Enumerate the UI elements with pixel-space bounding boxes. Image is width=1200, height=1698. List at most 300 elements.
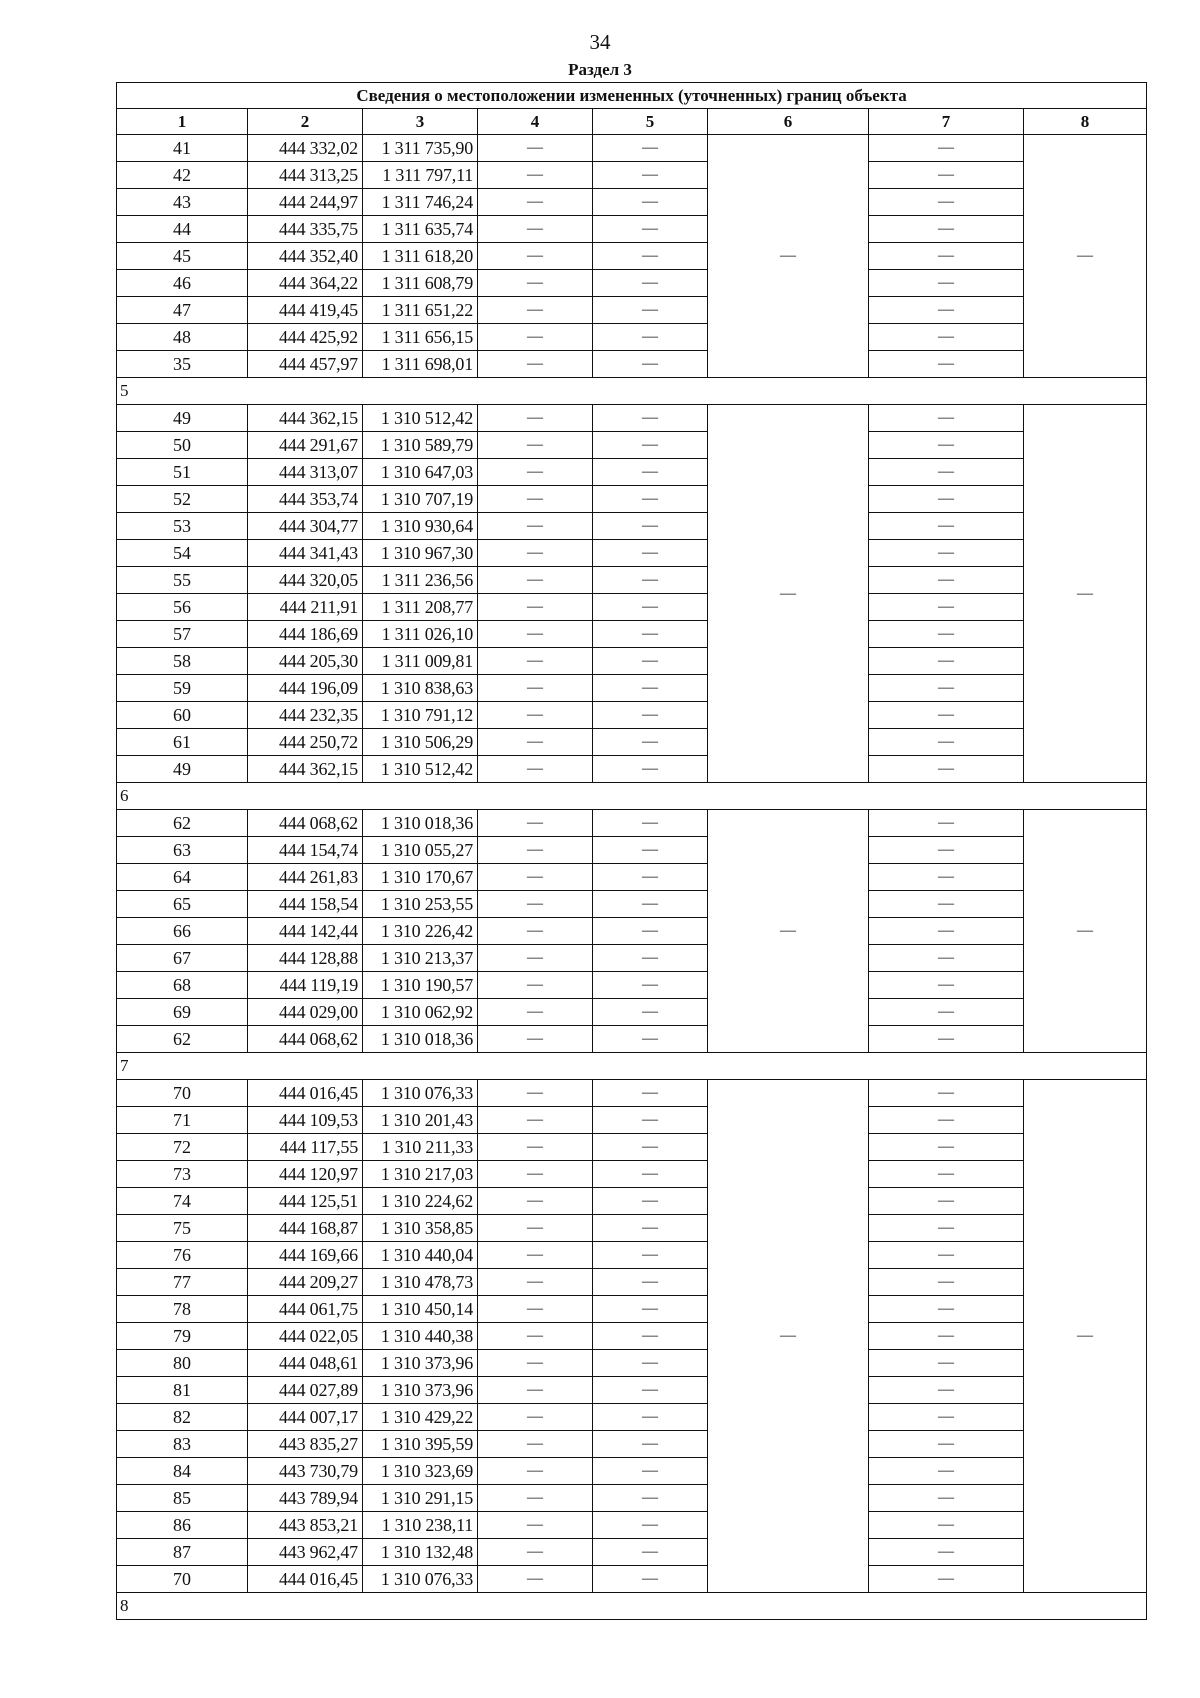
column-number: 2	[248, 109, 363, 135]
dash-cell: —	[478, 1431, 593, 1458]
dash-cell: —	[478, 972, 593, 999]
point-number: 57	[117, 621, 248, 648]
dash-cell: —	[869, 945, 1024, 972]
coordinate-x: 444 362,15	[248, 405, 363, 432]
dash-cell: —	[478, 270, 593, 297]
coordinate-y: 1 311 797,11	[363, 162, 478, 189]
dash-cell: —	[478, 540, 593, 567]
coordinate-x: 444 313,25	[248, 162, 363, 189]
coordinate-y: 1 311 026,10	[363, 621, 478, 648]
coordinate-y: 1 310 253,55	[363, 891, 478, 918]
dash-cell: —	[593, 837, 708, 864]
dash-cell: —	[869, 1242, 1024, 1269]
dash-cell: —	[593, 945, 708, 972]
dash-cell: —	[478, 216, 593, 243]
coordinate-x: 444 169,66	[248, 1242, 363, 1269]
coordinate-y: 1 310 589,79	[363, 432, 478, 459]
coordinate-x: 444 419,45	[248, 297, 363, 324]
merged-dash-cell: —	[708, 135, 869, 378]
dash-cell: —	[593, 1215, 708, 1242]
coordinate-x: 444 352,40	[248, 243, 363, 270]
dash-cell: —	[869, 1107, 1024, 1134]
coordinate-x: 444 232,35	[248, 702, 363, 729]
coordinate-y: 1 310 450,14	[363, 1296, 478, 1323]
coordinate-x: 444 362,15	[248, 756, 363, 783]
table-row	[117, 405, 1147, 432]
dash-cell: —	[869, 837, 1024, 864]
coordinate-x: 444 209,27	[248, 1269, 363, 1296]
coordinate-y: 1 310 076,33	[363, 1080, 478, 1107]
group-label: 6	[117, 783, 1147, 810]
dash-cell: —	[593, 1377, 708, 1404]
table-row	[117, 675, 1147, 702]
point-number: 47	[117, 297, 248, 324]
point-number: 49	[117, 756, 248, 783]
dash-cell: —	[593, 675, 708, 702]
coordinates-table	[116, 82, 1147, 1620]
point-number: 59	[117, 675, 248, 702]
group-label: 7	[117, 1053, 1147, 1080]
dash-cell: —	[478, 1404, 593, 1431]
dash-cell: —	[478, 432, 593, 459]
table-row	[117, 270, 1147, 297]
dash-cell: —	[869, 621, 1024, 648]
coordinate-x: 444 364,22	[248, 270, 363, 297]
dash-cell: —	[593, 567, 708, 594]
dash-cell: —	[869, 216, 1024, 243]
table-row	[117, 972, 1147, 999]
coordinate-y: 1 310 512,42	[363, 405, 478, 432]
coordinate-y: 1 311 635,74	[363, 216, 478, 243]
table-row	[117, 351, 1147, 378]
dash-cell: —	[593, 135, 708, 162]
coordinate-x: 444 332,02	[248, 135, 363, 162]
dash-cell: —	[869, 1134, 1024, 1161]
table-row	[117, 999, 1147, 1026]
section-title: Раздел 3	[568, 60, 632, 79]
table-row	[117, 567, 1147, 594]
dash-cell: —	[478, 864, 593, 891]
dash-cell: —	[593, 1566, 708, 1593]
dash-cell: —	[478, 1539, 593, 1566]
table-row	[117, 135, 1147, 162]
coordinate-x: 444 119,19	[248, 972, 363, 999]
dash-cell: —	[593, 540, 708, 567]
point-number: 82	[117, 1404, 248, 1431]
dash-cell: —	[478, 1566, 593, 1593]
table-row	[117, 1458, 1147, 1485]
dash-cell: —	[593, 216, 708, 243]
dash-cell: —	[478, 675, 593, 702]
dash-cell: —	[593, 729, 708, 756]
table-row	[117, 540, 1147, 567]
dash-cell: —	[593, 1161, 708, 1188]
column-number: 4	[478, 109, 593, 135]
dash-cell: —	[869, 1269, 1024, 1296]
point-number: 46	[117, 270, 248, 297]
table-row	[117, 1242, 1147, 1269]
point-number: 42	[117, 162, 248, 189]
coordinate-x: 443 730,79	[248, 1458, 363, 1485]
coordinate-y: 1 311 618,20	[363, 243, 478, 270]
dash-cell: —	[869, 459, 1024, 486]
table-row	[117, 1566, 1147, 1593]
point-number: 70	[117, 1566, 248, 1593]
point-number: 80	[117, 1350, 248, 1377]
table-row	[117, 243, 1147, 270]
table-row	[117, 1323, 1147, 1350]
dash-cell: —	[869, 324, 1024, 351]
merged-dash-cell: —	[1024, 1080, 1147, 1593]
coordinate-y: 1 310 213,37	[363, 945, 478, 972]
coordinate-y: 1 311 608,79	[363, 270, 478, 297]
coordinate-x: 444 211,91	[248, 594, 363, 621]
dash-cell: —	[869, 1188, 1024, 1215]
merged-dash-cell: —	[708, 810, 869, 1053]
dash-cell: —	[593, 1350, 708, 1377]
dash-cell: —	[869, 1026, 1024, 1053]
table-row	[117, 189, 1147, 216]
coordinate-y: 1 310 291,15	[363, 1485, 478, 1512]
point-number: 62	[117, 1026, 248, 1053]
dash-cell: —	[478, 810, 593, 837]
dash-cell: —	[593, 864, 708, 891]
point-number: 60	[117, 702, 248, 729]
point-number: 68	[117, 972, 248, 999]
dash-cell: —	[869, 1377, 1024, 1404]
dash-cell: —	[869, 864, 1024, 891]
dash-cell: —	[593, 621, 708, 648]
dash-cell: —	[869, 405, 1024, 432]
coordinate-y: 1 311 208,77	[363, 594, 478, 621]
coordinate-x: 443 789,94	[248, 1485, 363, 1512]
table-row	[117, 1215, 1147, 1242]
dash-cell: —	[593, 351, 708, 378]
dash-cell: —	[478, 918, 593, 945]
dash-cell: —	[478, 351, 593, 378]
point-number: 77	[117, 1269, 248, 1296]
point-number: 35	[117, 351, 248, 378]
dash-cell: —	[593, 432, 708, 459]
dash-cell: —	[593, 1323, 708, 1350]
point-number: 49	[117, 405, 248, 432]
dash-cell: —	[593, 1485, 708, 1512]
table-caption-row	[117, 83, 1147, 109]
group-label: 8	[117, 1593, 1147, 1620]
table-row	[117, 945, 1147, 972]
dash-cell: —	[593, 1080, 708, 1107]
coordinate-x: 444 016,45	[248, 1080, 363, 1107]
coordinate-x: 444 425,92	[248, 324, 363, 351]
table-row	[117, 1296, 1147, 1323]
coordinate-y: 1 310 323,69	[363, 1458, 478, 1485]
table-row	[117, 1431, 1147, 1458]
dash-cell: —	[478, 1188, 593, 1215]
table-row	[117, 513, 1147, 540]
dash-cell: —	[593, 459, 708, 486]
point-number: 52	[117, 486, 248, 513]
point-number: 50	[117, 432, 248, 459]
table-row	[117, 1161, 1147, 1188]
dash-cell: —	[869, 891, 1024, 918]
coordinate-x: 443 853,21	[248, 1512, 363, 1539]
dash-cell: —	[478, 324, 593, 351]
dash-cell: —	[478, 594, 593, 621]
dash-cell: —	[593, 918, 708, 945]
coordinate-x: 444 457,97	[248, 351, 363, 378]
table-row	[117, 837, 1147, 864]
coordinate-x: 444 353,74	[248, 486, 363, 513]
table-row	[117, 1269, 1147, 1296]
coordinate-x: 444 016,45	[248, 1566, 363, 1593]
dash-cell: —	[869, 1080, 1024, 1107]
dash-cell: —	[869, 999, 1024, 1026]
dash-cell: —	[478, 1080, 593, 1107]
coordinate-y: 1 310 647,03	[363, 459, 478, 486]
coordinate-x: 444 128,88	[248, 945, 363, 972]
point-number: 87	[117, 1539, 248, 1566]
table-row	[117, 1188, 1147, 1215]
table-row	[117, 459, 1147, 486]
coordinate-y: 1 310 132,48	[363, 1539, 478, 1566]
point-number: 64	[117, 864, 248, 891]
dash-cell: —	[869, 1458, 1024, 1485]
coordinate-y: 1 310 211,33	[363, 1134, 478, 1161]
coordinate-x: 444 007,17	[248, 1404, 363, 1431]
dash-cell: —	[478, 837, 593, 864]
coordinate-x: 444 261,83	[248, 864, 363, 891]
coordinate-y: 1 310 506,29	[363, 729, 478, 756]
dash-cell: —	[478, 1269, 593, 1296]
merged-dash-cell: —	[1024, 135, 1147, 378]
dash-cell: —	[478, 702, 593, 729]
point-number: 58	[117, 648, 248, 675]
dash-cell: —	[478, 1026, 593, 1053]
coordinate-x: 444 335,75	[248, 216, 363, 243]
point-number: 62	[117, 810, 248, 837]
dash-cell: —	[869, 162, 1024, 189]
column-number: 6	[708, 109, 869, 135]
coordinate-y: 1 310 358,85	[363, 1215, 478, 1242]
table-row	[117, 1512, 1147, 1539]
coordinate-x: 444 117,55	[248, 1134, 363, 1161]
coordinate-x: 444 029,00	[248, 999, 363, 1026]
dash-cell: —	[869, 513, 1024, 540]
point-number: 67	[117, 945, 248, 972]
table-row	[117, 756, 1147, 783]
dash-cell: —	[478, 135, 593, 162]
coordinate-y: 1 311 651,22	[363, 297, 478, 324]
coordinate-y: 1 311 236,56	[363, 567, 478, 594]
dash-cell: —	[593, 270, 708, 297]
dash-cell: —	[869, 1485, 1024, 1512]
dash-cell: —	[478, 1107, 593, 1134]
point-number: 43	[117, 189, 248, 216]
dash-cell: —	[593, 324, 708, 351]
dash-cell: —	[478, 189, 593, 216]
coordinate-x: 444 158,54	[248, 891, 363, 918]
dash-cell: —	[478, 621, 593, 648]
dash-cell: —	[593, 243, 708, 270]
dash-cell: —	[593, 702, 708, 729]
point-number: 76	[117, 1242, 248, 1269]
merged-dash-cell: —	[1024, 810, 1147, 1053]
coordinate-y: 1 310 429,22	[363, 1404, 478, 1431]
table-row	[117, 324, 1147, 351]
dash-cell: —	[478, 1350, 593, 1377]
group-label-row	[117, 1053, 1147, 1080]
point-number: 51	[117, 459, 248, 486]
coordinate-x: 444 154,74	[248, 837, 363, 864]
dash-cell: —	[478, 756, 593, 783]
coordinate-y: 1 310 018,36	[363, 1026, 478, 1053]
table-row	[117, 918, 1147, 945]
dash-cell: —	[869, 432, 1024, 459]
point-number: 44	[117, 216, 248, 243]
column-number: 3	[363, 109, 478, 135]
dash-cell: —	[478, 486, 593, 513]
coordinate-x: 443 835,27	[248, 1431, 363, 1458]
dash-cell: —	[593, 1134, 708, 1161]
dash-cell: —	[593, 513, 708, 540]
point-number: 86	[117, 1512, 248, 1539]
coordinate-y: 1 310 238,11	[363, 1512, 478, 1539]
dash-cell: —	[593, 1512, 708, 1539]
dash-cell: —	[869, 243, 1024, 270]
dash-cell: —	[869, 351, 1024, 378]
dash-cell: —	[593, 999, 708, 1026]
dash-cell: —	[869, 297, 1024, 324]
table-row	[117, 297, 1147, 324]
coordinate-y: 1 310 076,33	[363, 1566, 478, 1593]
dash-cell: —	[593, 756, 708, 783]
dash-cell: —	[869, 702, 1024, 729]
coordinate-y: 1 311 656,15	[363, 324, 478, 351]
point-number: 79	[117, 1323, 248, 1350]
dash-cell: —	[869, 1161, 1024, 1188]
coordinate-x: 444 320,05	[248, 567, 363, 594]
table-row	[117, 810, 1147, 837]
coordinate-y: 1 311 735,90	[363, 135, 478, 162]
point-number: 53	[117, 513, 248, 540]
dash-cell: —	[478, 1485, 593, 1512]
column-number: 5	[593, 109, 708, 135]
coordinate-y: 1 310 217,03	[363, 1161, 478, 1188]
coordinate-y: 1 310 478,73	[363, 1269, 478, 1296]
coordinate-x: 444 244,97	[248, 189, 363, 216]
coordinate-x: 444 291,67	[248, 432, 363, 459]
dash-cell: —	[593, 1539, 708, 1566]
coordinate-y: 1 310 838,63	[363, 675, 478, 702]
dash-cell: —	[869, 135, 1024, 162]
dash-cell: —	[593, 189, 708, 216]
point-number: 72	[117, 1134, 248, 1161]
dash-cell: —	[478, 729, 593, 756]
point-number: 63	[117, 837, 248, 864]
dash-cell: —	[593, 810, 708, 837]
dash-cell: —	[593, 891, 708, 918]
point-number: 78	[117, 1296, 248, 1323]
dash-cell: —	[593, 1269, 708, 1296]
point-number: 69	[117, 999, 248, 1026]
coordinate-x: 444 196,09	[248, 675, 363, 702]
page-number: 34	[589, 30, 611, 54]
dash-cell: —	[478, 513, 593, 540]
coordinate-y: 1 310 373,96	[363, 1377, 478, 1404]
coordinate-y: 1 310 018,36	[363, 810, 478, 837]
coordinate-y: 1 310 395,59	[363, 1431, 478, 1458]
dash-cell: —	[869, 189, 1024, 216]
point-number: 55	[117, 567, 248, 594]
coordinate-y: 1 310 440,04	[363, 1242, 478, 1269]
coordinate-x: 444 304,77	[248, 513, 363, 540]
table-caption: Сведения о местоположении измененных (уточненных) границ объекта	[117, 83, 1147, 109]
coordinate-x: 444 068,62	[248, 1026, 363, 1053]
table-row	[117, 1134, 1147, 1161]
dash-cell: —	[593, 297, 708, 324]
dash-cell: —	[869, 540, 1024, 567]
coordinate-x: 444 168,87	[248, 1215, 363, 1242]
table-row	[117, 432, 1147, 459]
point-number: 73	[117, 1161, 248, 1188]
dash-cell: —	[869, 648, 1024, 675]
column-number-row	[117, 109, 1147, 135]
table-row	[117, 1350, 1147, 1377]
coordinate-x: 444 125,51	[248, 1188, 363, 1215]
table-row	[117, 162, 1147, 189]
point-number: 66	[117, 918, 248, 945]
coordinate-y: 1 310 190,57	[363, 972, 478, 999]
dash-cell: —	[593, 1026, 708, 1053]
column-number: 7	[869, 109, 1024, 135]
dash-cell: —	[478, 243, 593, 270]
dash-cell: —	[869, 1323, 1024, 1350]
coordinate-x: 444 341,43	[248, 540, 363, 567]
coordinate-y: 1 310 170,67	[363, 864, 478, 891]
coordinate-y: 1 311 009,81	[363, 648, 478, 675]
point-number: 48	[117, 324, 248, 351]
coordinate-y: 1 310 055,27	[363, 837, 478, 864]
group-label-row	[117, 378, 1147, 405]
dash-cell: —	[869, 1350, 1024, 1377]
dash-cell: —	[478, 567, 593, 594]
dash-cell: —	[869, 729, 1024, 756]
dash-cell: —	[478, 945, 593, 972]
group-label-row	[117, 1593, 1147, 1620]
dash-cell: —	[593, 1458, 708, 1485]
coordinate-y: 1 310 373,96	[363, 1350, 478, 1377]
point-number: 41	[117, 135, 248, 162]
table-row	[117, 864, 1147, 891]
table-row	[117, 648, 1147, 675]
coordinate-x: 444 022,05	[248, 1323, 363, 1350]
coordinate-y: 1 311 746,24	[363, 189, 478, 216]
table-row	[117, 1107, 1147, 1134]
coordinate-x: 444 027,89	[248, 1377, 363, 1404]
table-row	[117, 1404, 1147, 1431]
dash-cell: —	[478, 1458, 593, 1485]
dash-cell: —	[593, 162, 708, 189]
column-number: 8	[1024, 109, 1147, 135]
coordinate-x: 444 186,69	[248, 621, 363, 648]
table-row	[117, 486, 1147, 513]
dash-cell: —	[869, 270, 1024, 297]
dash-cell: —	[869, 1566, 1024, 1593]
dash-cell: —	[593, 1188, 708, 1215]
dash-cell: —	[478, 297, 593, 324]
dash-cell: —	[478, 1161, 593, 1188]
merged-dash-cell: —	[708, 1080, 869, 1593]
